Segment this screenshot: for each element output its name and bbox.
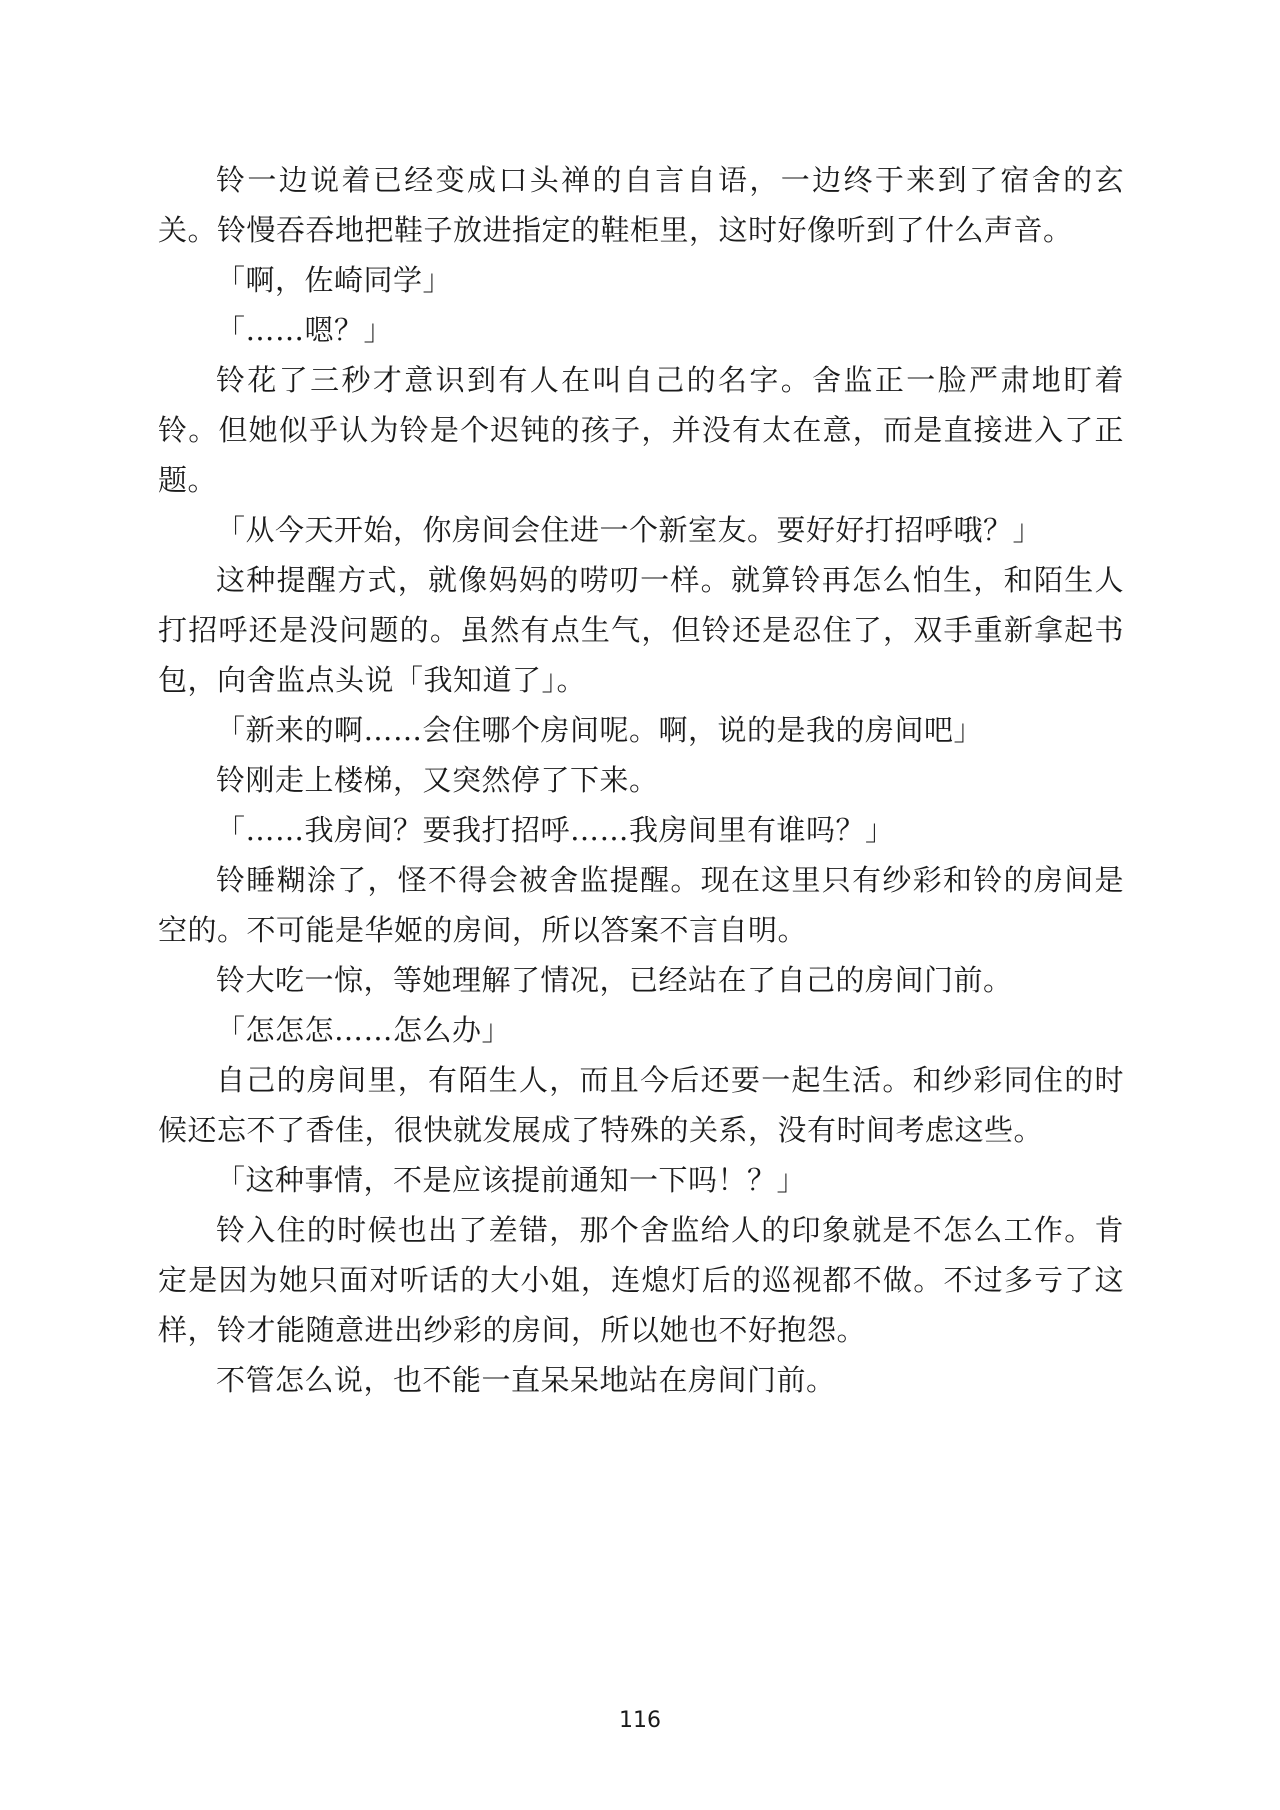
paragraph: 铃入住的时候也出了差错，那个舍监给人的印象就是不怎么工作。肯定是因为她只面对听话的大小姐，连熄灯后的巡视都不做。不过多亏了这样，铃才能随意进出纱彩的房间，所以她也不好抱怨。 [158, 1213, 1124, 1347]
paragraph: 铃刚走上楼梯，又突然停了下来。 [216, 763, 659, 797]
body-text [158, 155, 1124, 1405]
dialogue-line: 「新来的啊……会住哪个房间呢。啊，说的是我的房间吧」 [216, 713, 984, 747]
paragraph: 铃睡糊涂了，怪不得会被舍监提醒。现在这里只有纱彩和铃的房间是空的。不可能是华姬的房间，所以答案不言自明。 [158, 863, 1124, 947]
paragraph: 铃大吃一惊，等她理解了情况，已经站在了自己的房间门前。 [216, 963, 1013, 997]
dialogue-line: 「……我房间？要我打招呼……我房间里有谁吗？」 [216, 813, 895, 847]
paragraph: 这种提醒方式，就像妈妈的唠叨一样。就算铃再怎么怕生，和陌生人打招呼还是没问题的。虽然有点生气，但铃还是忍住了，双手重新拿起书包，向舍监点头说「我知道了」。 [158, 563, 1124, 697]
paragraph: 不管怎么说，也不能一直呆呆地站在房间门前。 [216, 1363, 836, 1397]
dialogue-line: 「怎怎怎……怎么办」 [216, 1013, 512, 1047]
paragraph: 铃花了三秒才意识到有人在叫自己的名字。舍监正一脸严肃地盯着铃。但她似乎认为铃是个迟钝的孩子，并没有太在意，而是直接进入了正题。 [158, 363, 1124, 497]
paragraph: 铃一边说着已经变成口头禅的自言自语，一边终于来到了宿舍的玄关。铃慢吞吞地把鞋子放进指定的鞋柜里，这时好像听到了什么声音。 [158, 163, 1124, 247]
dialogue-line: 「……嗯？」 [216, 313, 394, 347]
paragraph: 自己的房间里，有陌生人，而且今后还要一起生活。和纱彩同住的时候还忘不了香佳，很快就发展成了特殊的关系，没有时间考虑这些。 [158, 1063, 1124, 1147]
dialogue-line: 「啊，佐崎同学」 [216, 263, 453, 297]
dialogue-line: 「从今天开始，你房间会住进一个新室友。要好好打招呼哦？」 [216, 513, 1043, 547]
dialogue-line: 「这种事情，不是应该提前通知一下吗！？」 [216, 1163, 807, 1197]
page-number: 116 [619, 1708, 661, 1733]
